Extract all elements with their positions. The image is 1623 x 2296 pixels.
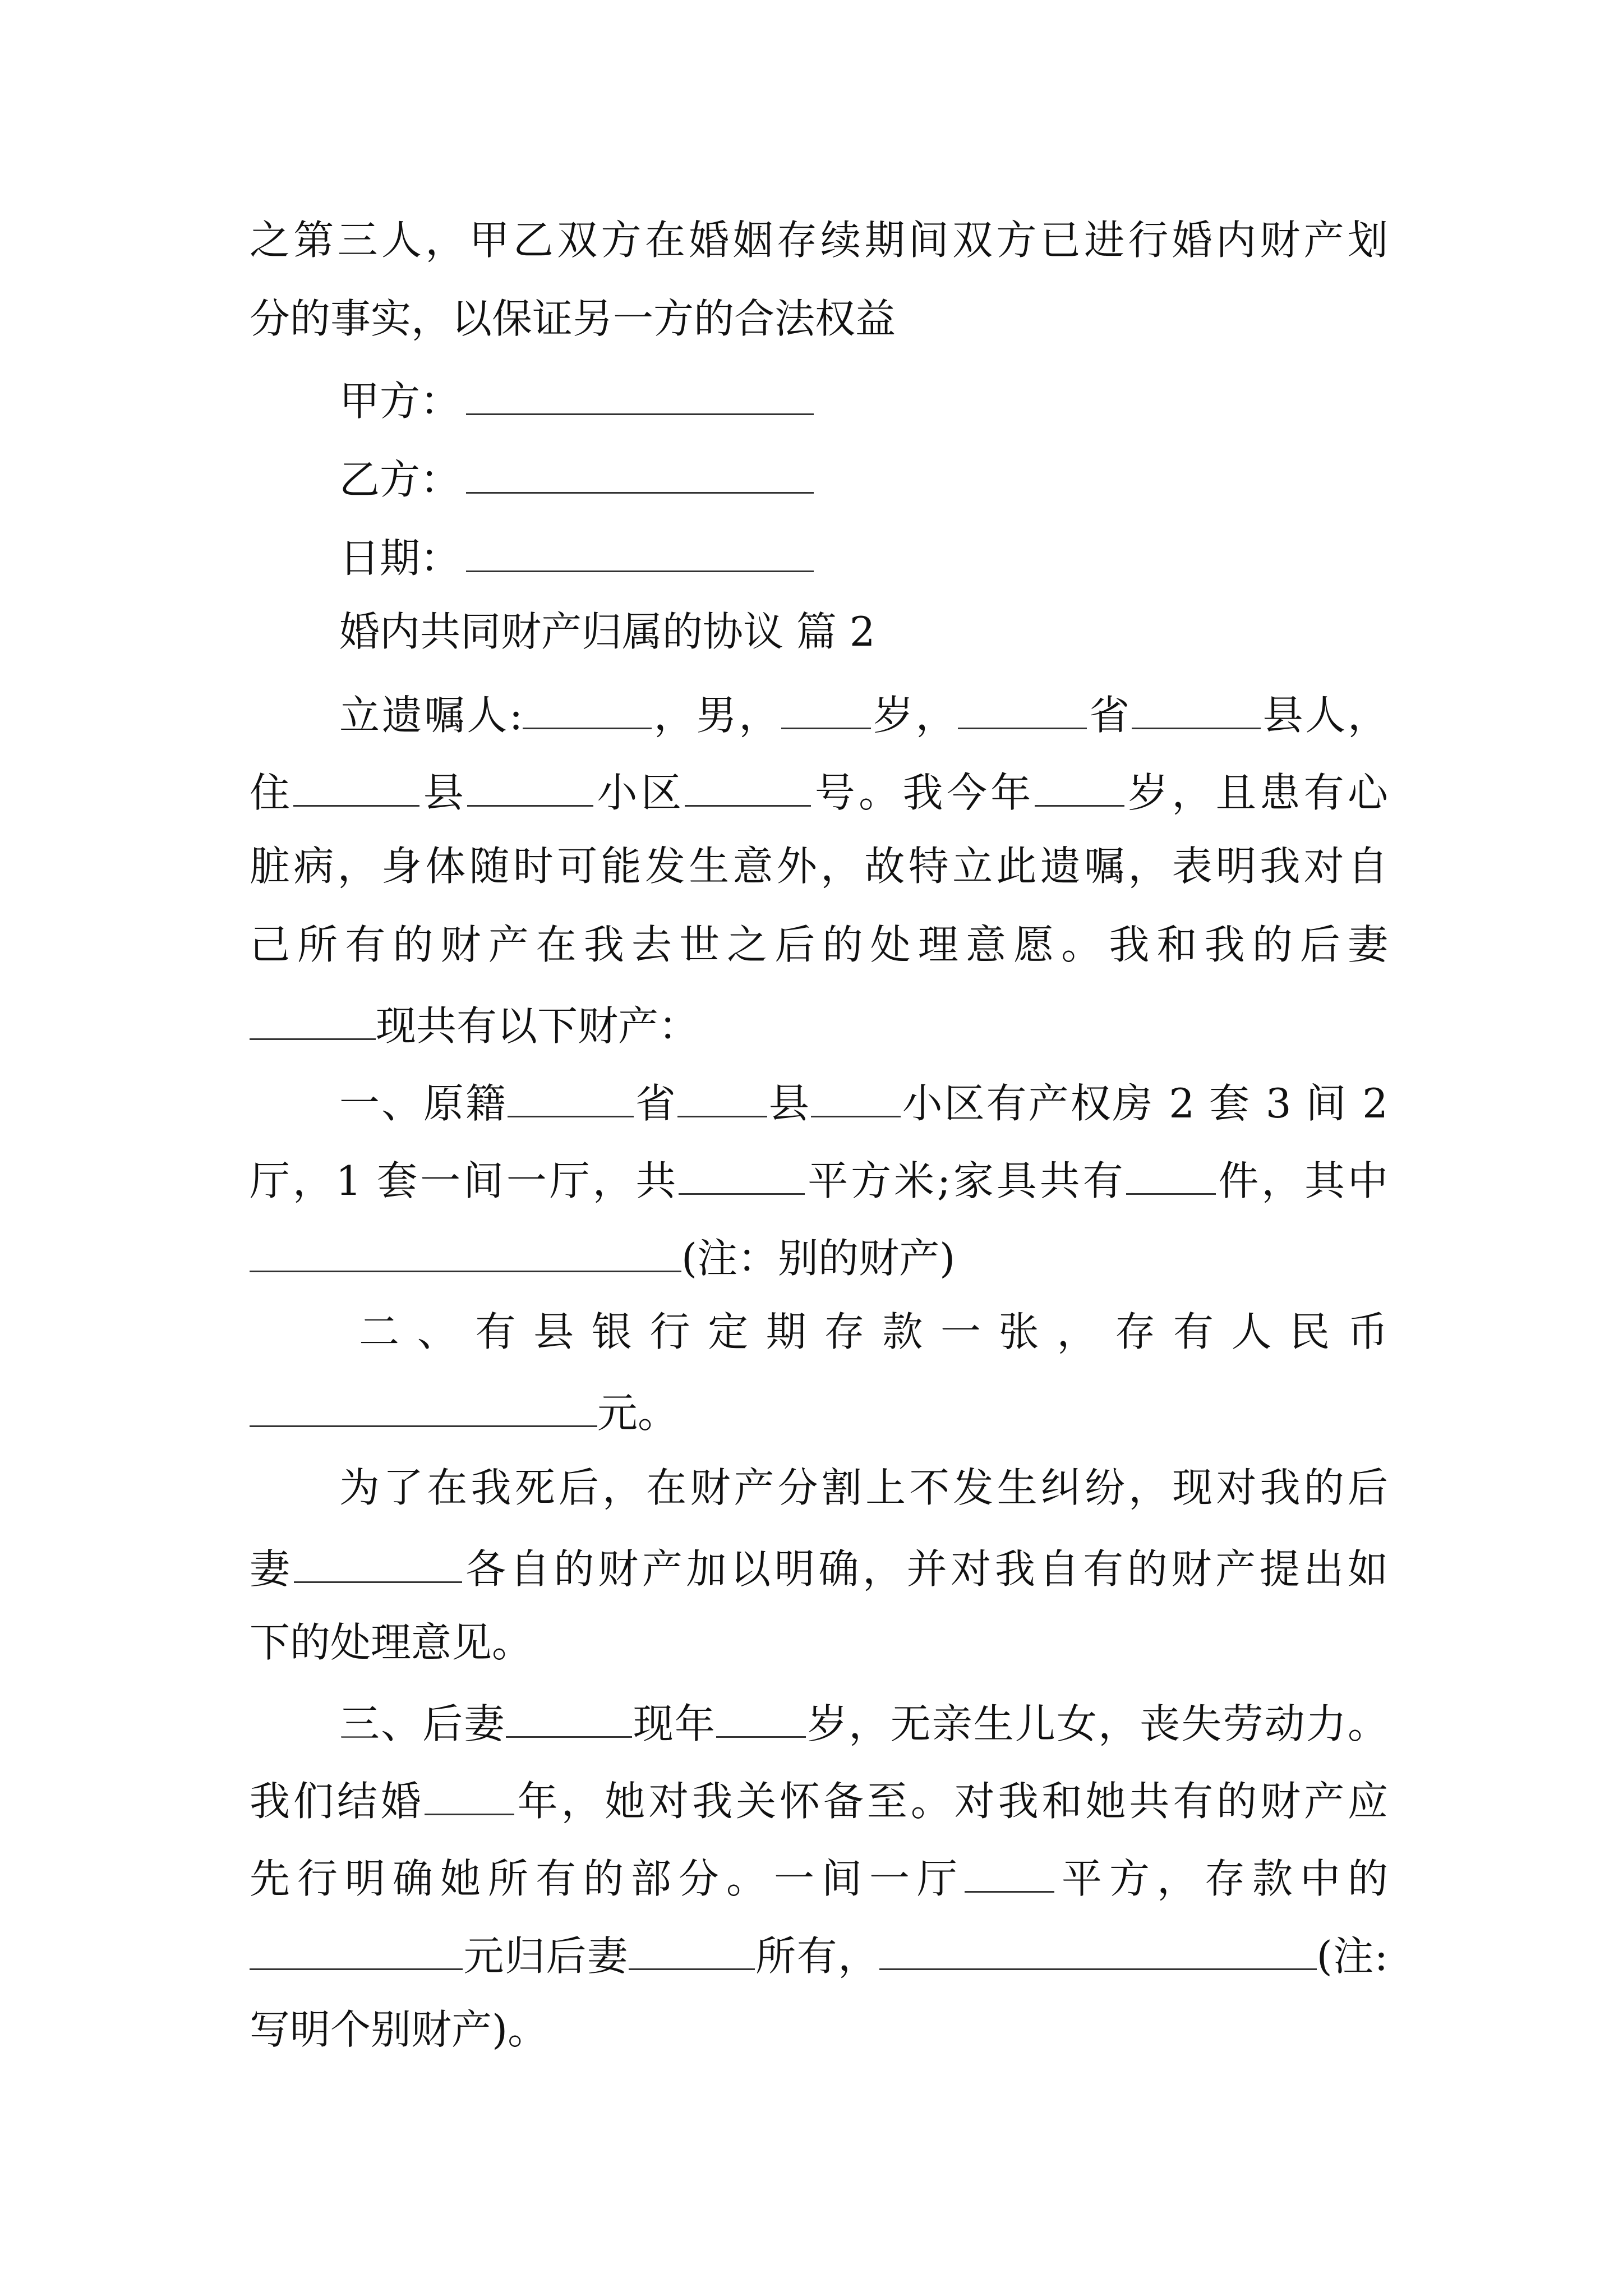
- blank-line[interactable]: [250, 1234, 681, 1272]
- blank-line[interactable]: [508, 1079, 634, 1117]
- paragraph-line: [339, 1700, 1388, 1747]
- paragraph-line: [250, 217, 1388, 264]
- blank-line[interactable]: [965, 1855, 1054, 1893]
- blank-line[interactable]: [1126, 1157, 1216, 1195]
- text: 小区: [593, 769, 685, 816]
- paragraph-line: [250, 1855, 1388, 1902]
- text: (注：别的财产): [681, 1234, 956, 1282]
- paragraph-line: [250, 843, 1388, 890]
- text: 己所有的财产在我去世之后的处理意愿。我和我的后妻: [250, 921, 1388, 968]
- party-b-label: 乙方：: [339, 455, 461, 503]
- text: 脏病，身体随时可能发生意外，故特立此遗嘱，表明我对自: [250, 843, 1388, 890]
- blank-line[interactable]: [293, 769, 419, 807]
- text: 岁，: [871, 691, 958, 739]
- text: 元归后妻: [463, 1932, 629, 1980]
- paragraph-line: [250, 1777, 1388, 1825]
- paragraph-line: [339, 1079, 1388, 1127]
- text: 三、后妻: [339, 1700, 506, 1747]
- paragraph-line: [250, 2006, 1388, 2053]
- text: 年，她对我关怀备至。对我和她共有的财产应: [514, 1777, 1388, 1825]
- blank-line[interactable]: [811, 1079, 901, 1117]
- blank-line[interactable]: [523, 691, 652, 729]
- blank-line[interactable]: [1035, 769, 1124, 807]
- text: 各自的财产加以明确，并对我自有的财产提出如: [462, 1545, 1388, 1593]
- text: 省: [1087, 691, 1132, 739]
- text: (注:: [1316, 1932, 1388, 1980]
- paragraph-line: [250, 1619, 1388, 1666]
- blank-line[interactable]: [716, 1700, 806, 1738]
- text: 妻: [250, 1545, 294, 1593]
- party-b-blank[interactable]: [466, 455, 814, 494]
- text: 元。: [597, 1389, 679, 1437]
- blank-line[interactable]: [467, 769, 593, 807]
- paragraph-line: [250, 295, 1388, 342]
- party-a-signature: [339, 377, 814, 425]
- paragraph-line: [250, 1157, 1388, 1204]
- paragraph-line: [250, 1545, 1388, 1593]
- text: 二、有县银行定期存款一张，存有人民币: [359, 1308, 1388, 1355]
- text: 为了在我死后，在财产分割上不发生纠纷，现对我的后: [339, 1464, 1388, 1511]
- text: 件，其中: [1215, 1157, 1388, 1204]
- paragraph-line: [250, 769, 1388, 816]
- party-a-label: 甲方：: [339, 377, 461, 425]
- text: 平方，存款中的: [1054, 1855, 1388, 1902]
- text: 住: [250, 769, 294, 816]
- paragraph-line: [339, 691, 1388, 739]
- party-b-signature: [339, 455, 814, 503]
- text: 岁，无亲生儿女，丧失劳动力。: [806, 1700, 1388, 1747]
- text: 之第三人，甲乙双方在婚姻存续期间双方已进行婚内财产划: [250, 217, 1388, 264]
- text: 我们结婚: [250, 1777, 425, 1825]
- text: 号。我今年: [811, 769, 1035, 816]
- text: 先行明确她所有的部分。一间一厅: [250, 1855, 965, 1902]
- blank-line[interactable]: [679, 1157, 805, 1195]
- text: 县人，: [1260, 691, 1388, 739]
- text: 县: [767, 1079, 811, 1127]
- blank-line[interactable]: [425, 1777, 514, 1815]
- blank-line[interactable]: [1132, 691, 1261, 729]
- text: 下的处理意见。: [250, 1619, 533, 1666]
- text: 立遗嘱人:: [339, 691, 523, 739]
- blank-line[interactable]: [879, 1932, 1317, 1970]
- paragraph-line: [250, 1389, 1388, 1437]
- text: 现共有以下财产：: [376, 1002, 699, 1050]
- text: 一、原籍: [339, 1079, 508, 1127]
- paragraph-line: [250, 1932, 1388, 1980]
- paragraph-line: [250, 1234, 1388, 1282]
- blank-line[interactable]: [250, 1389, 597, 1427]
- blank-line[interactable]: [958, 691, 1087, 729]
- text: 现年: [631, 1700, 717, 1747]
- paragraph-line: [359, 1308, 1388, 1355]
- blank-line[interactable]: [685, 769, 811, 807]
- blank-line[interactable]: [781, 691, 871, 729]
- blank-line[interactable]: [294, 1545, 462, 1583]
- blank-line[interactable]: [506, 1700, 632, 1738]
- text: 县: [419, 769, 468, 816]
- text: 厅，1 套一间一厅，共: [250, 1157, 679, 1204]
- blank-line[interactable]: [250, 1932, 463, 1970]
- date-label: 日期：: [339, 534, 461, 582]
- paragraph-line: [339, 1464, 1388, 1511]
- paragraph-line: [250, 1002, 1388, 1050]
- blank-line[interactable]: [677, 1079, 767, 1117]
- section-title: [339, 608, 875, 655]
- text: 写明个别财产)。: [250, 2006, 548, 2053]
- text: ，男，: [652, 691, 782, 739]
- section-title-text: 婚内共同财产归属的协议 篇 2: [339, 608, 875, 655]
- text: 省: [633, 1079, 677, 1127]
- paragraph-line: [250, 921, 1388, 968]
- party-a-blank[interactable]: [466, 377, 814, 415]
- text: 小区有产权房 2 套 3 间 2: [900, 1079, 1388, 1127]
- text: 岁，且患有心: [1124, 769, 1388, 816]
- blank-line[interactable]: [629, 1932, 755, 1970]
- date-signature: [339, 534, 814, 582]
- text: 平方米;家具共有: [805, 1157, 1126, 1204]
- text: 分的事实，以保证另一方的合法权益: [250, 295, 896, 342]
- blank-line[interactable]: [250, 1002, 376, 1040]
- date-blank[interactable]: [466, 534, 814, 572]
- text: 所有，: [754, 1932, 879, 1980]
